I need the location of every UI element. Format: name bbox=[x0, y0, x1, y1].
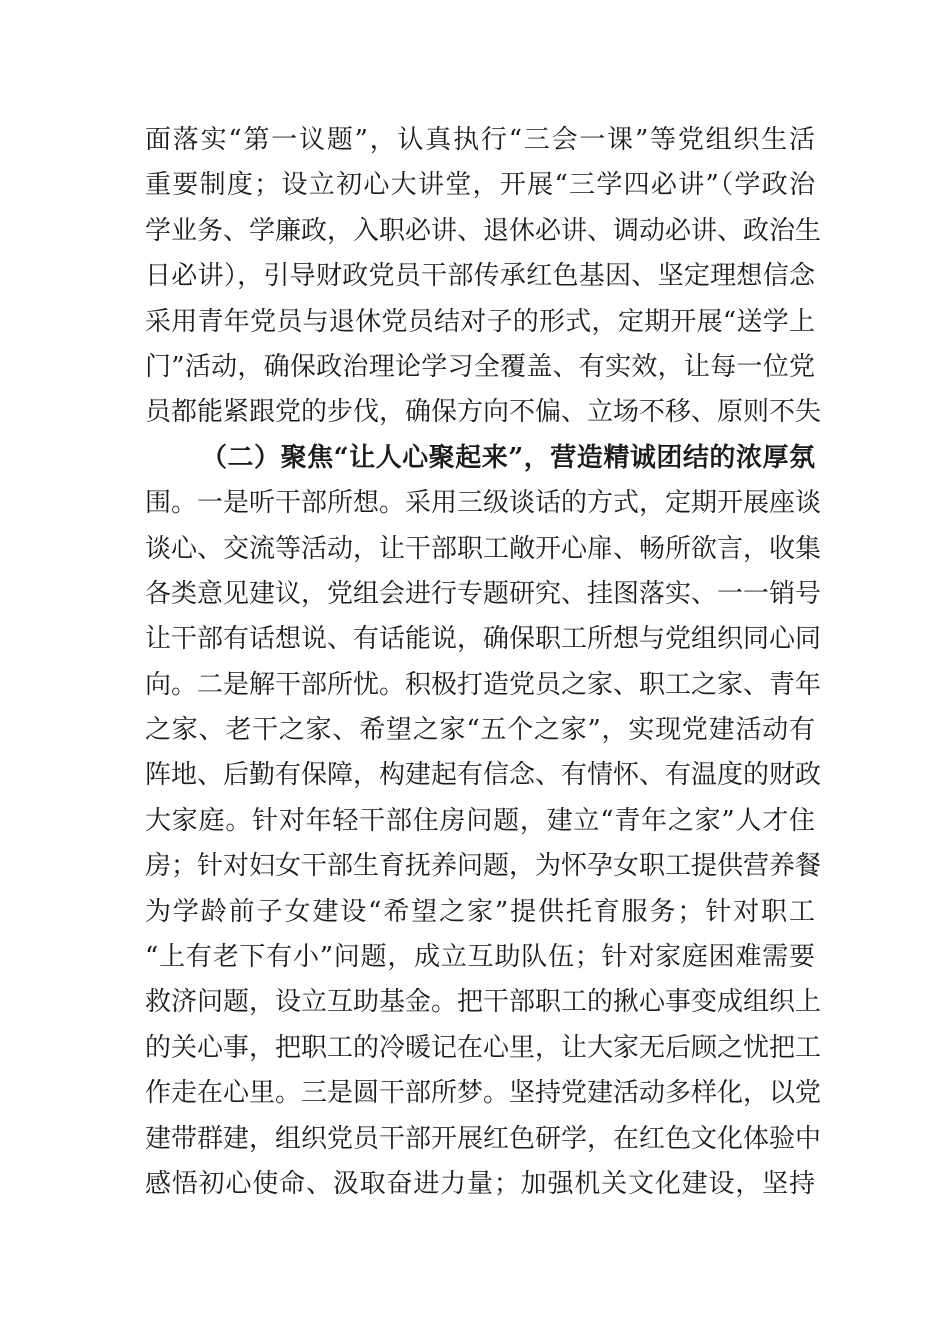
text-line: 学业务、学廉政，入职必讲、退休必讲、调动必讲、政治生 bbox=[145, 215, 822, 246]
text-line: 日必讲），引导财政党员干部传承红色基因、坚定理想信念 bbox=[145, 261, 815, 292]
text-line: 采用青年党员与退休党员结对子的形式，定期开展“送学上 bbox=[145, 306, 815, 337]
text-line: 为学龄前子女建设“希望之家”提供托育服务；针对职工 bbox=[145, 896, 815, 927]
text-line: 让干部有话想说、有话能说，确保职工所想与党组织同心同 bbox=[145, 624, 822, 655]
body-text bbox=[145, 118, 822, 1207]
text-line: 作走在心里。三是圆干部所梦。坚持党建活动多样化，以党 bbox=[145, 1078, 822, 1109]
text-line: 面落实“第一议题”，认真执行“三会一课”等党组织生活 bbox=[145, 125, 815, 155]
text-line: 各类意见建议，党组会进行专题研究、挂图落实、一一销号 bbox=[145, 578, 822, 609]
text-line: 建带群建，组织党员干部开展红色研学，在红色文化体验中 bbox=[145, 1123, 822, 1154]
text-line: 谈心、交流等活动，让干部职工敞开心扉、畅所欲言，收集 bbox=[145, 533, 822, 564]
text-line: 向。二是解干部所忧。积极打造党员之家、职工之家、青年 bbox=[145, 669, 822, 700]
text-line: 救济问题，设立互助基金。把干部职工的揪心事变成组织上 bbox=[145, 987, 822, 1018]
text-line: 阵地、后勤有保障，构建起有信念、有情怀、有温度的财政 bbox=[145, 760, 822, 791]
text-line: 大家庭。针对年轻干部住房问题，建立“青年之家”人才住 bbox=[145, 805, 815, 836]
text-line: 之家、老干之家、希望之家“五个之家”，实现党建活动有 bbox=[145, 715, 815, 746]
text-line: 重要制度；设立初心大讲堂，开展“三学四必讲”（学政治 bbox=[145, 170, 815, 201]
section-heading-line: （二）聚焦“让人心聚起来”，营造精诚团结的浓厚氛 bbox=[201, 442, 815, 473]
text-line: “上有老下有小”问题，成立互助队伍；针对家庭困难需要 bbox=[145, 942, 815, 973]
text-line: 门”活动，确保政治理论学习全覆盖、有实效，让每一位党 bbox=[145, 351, 815, 382]
text-line: 员都能紧跟党的步伐，确保方向不偏、立场不移、原则不失 bbox=[145, 397, 822, 428]
text-line: 围。一是听干部所想。采用三级谈话的方式，定期开展座谈 bbox=[145, 488, 822, 519]
text-line: 的关心事，把职工的冷暖记在心里，让大家无后顾之忧把工 bbox=[145, 1032, 822, 1063]
text-line: 感悟初心使命、汲取奋进力量；加强机关文化建设，坚持 bbox=[145, 1168, 815, 1199]
text-line: 房；针对妇女干部生育抚养问题，为怀孕女职工提供营养餐 bbox=[145, 851, 822, 882]
